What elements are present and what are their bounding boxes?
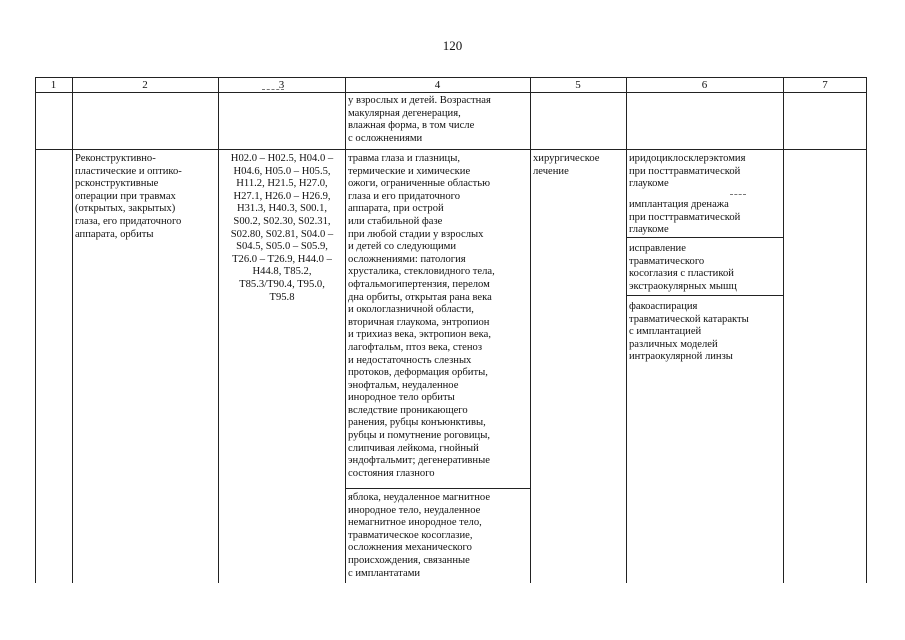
header-divider	[35, 92, 867, 93]
patient-model-part1: травма глаза и глазницы, термические и химические ожоги, ограниченные областью глаза и его придаточного аппарата, при острой или стабильной фазе при любой стадии у взрослых и детей со следующими осложнениями: патология хрусталика, стекловидного тела, офтальмогипертензия, перелом дна орбиты, открытая рана века и окологлазничной области, вторичная глаукома, энтропион и трихиаз века, эктропион века, лагофтальм, птоз века, стеноз и недостаточность слезных протоков, деформация орбиты, энофтальм, неудаленное инородное тело орбиты вследствие проникающего ранения, рубцы конъюнктивы, рубцы и помутнение роговицы, слипчивая лейкома, гнойный эндофтальмит; дегенеративные состояния глазного	[348, 153, 495, 479]
col-line	[72, 77, 73, 583]
header-col-7: 7	[822, 79, 828, 91]
header-col-1: 1	[50, 79, 57, 91]
col4-split-line	[345, 488, 530, 489]
col-line	[626, 77, 627, 583]
procedure-group-name: Реконструктивно- пластические и оптико- рсконструктивные операции при травмах (открытых, закрытых) глаза, его придаточного аппарата, орбиты	[75, 153, 182, 240]
method-item: исправление травматического косоглазия с пластикой экстраокулярных мышц	[629, 243, 737, 292]
scan-artifact	[730, 194, 746, 195]
method-item: факоаспирация травматической катаракты с имплантацией различных моделей интраокулярной линзы	[629, 301, 749, 363]
col-line	[530, 77, 531, 583]
col-line	[783, 77, 784, 583]
header-col-2: 2	[142, 79, 148, 91]
header-col-3: 3	[278, 79, 285, 91]
method-item: имплантация дренажа при посттравматической глаукоме	[629, 199, 741, 236]
treatment-type: хирургическое лечение	[533, 153, 600, 177]
header-col-4: 4	[434, 79, 441, 91]
header-col-6: 6	[701, 79, 708, 91]
row-divider	[35, 149, 867, 150]
top-row-col4: у взрослых и детей. Возрастная макулярная дегенерация, влажная форма, в том числе с осложнениями	[348, 95, 491, 144]
page-number: 120	[442, 38, 463, 53]
header-col-5: 5	[575, 79, 581, 91]
method-item: иридоциклосклерэктомия при посттравматической глаукоме	[629, 153, 746, 190]
patient-model-part2: яблока, неудаленное магнитное инородное тело, неудаленное немагнитное инородное тело, травматическое косоглазие, осложнения механического происхождения, связанные с имплантатами	[348, 492, 491, 579]
col6-split-line-1	[626, 237, 783, 238]
icd-codes: H02.0 – H02.5, H04.0 – H04.6, H05.0 – H05.5, H11.2, H21.5, H27.0, H27.1, H26.0 – H26.9, H31.3, H40.3, S00.1, S00.2, S02.30, S02.31, S02.80, S02.81, S04.0 – S04.5, S05.0 – S05.9, T26.0 – T26.9, H44.0 – H44.8, T85.2, T85.3/T90.4, T95.0, T95.8	[230, 153, 334, 303]
col6-split-line-2	[626, 295, 783, 296]
